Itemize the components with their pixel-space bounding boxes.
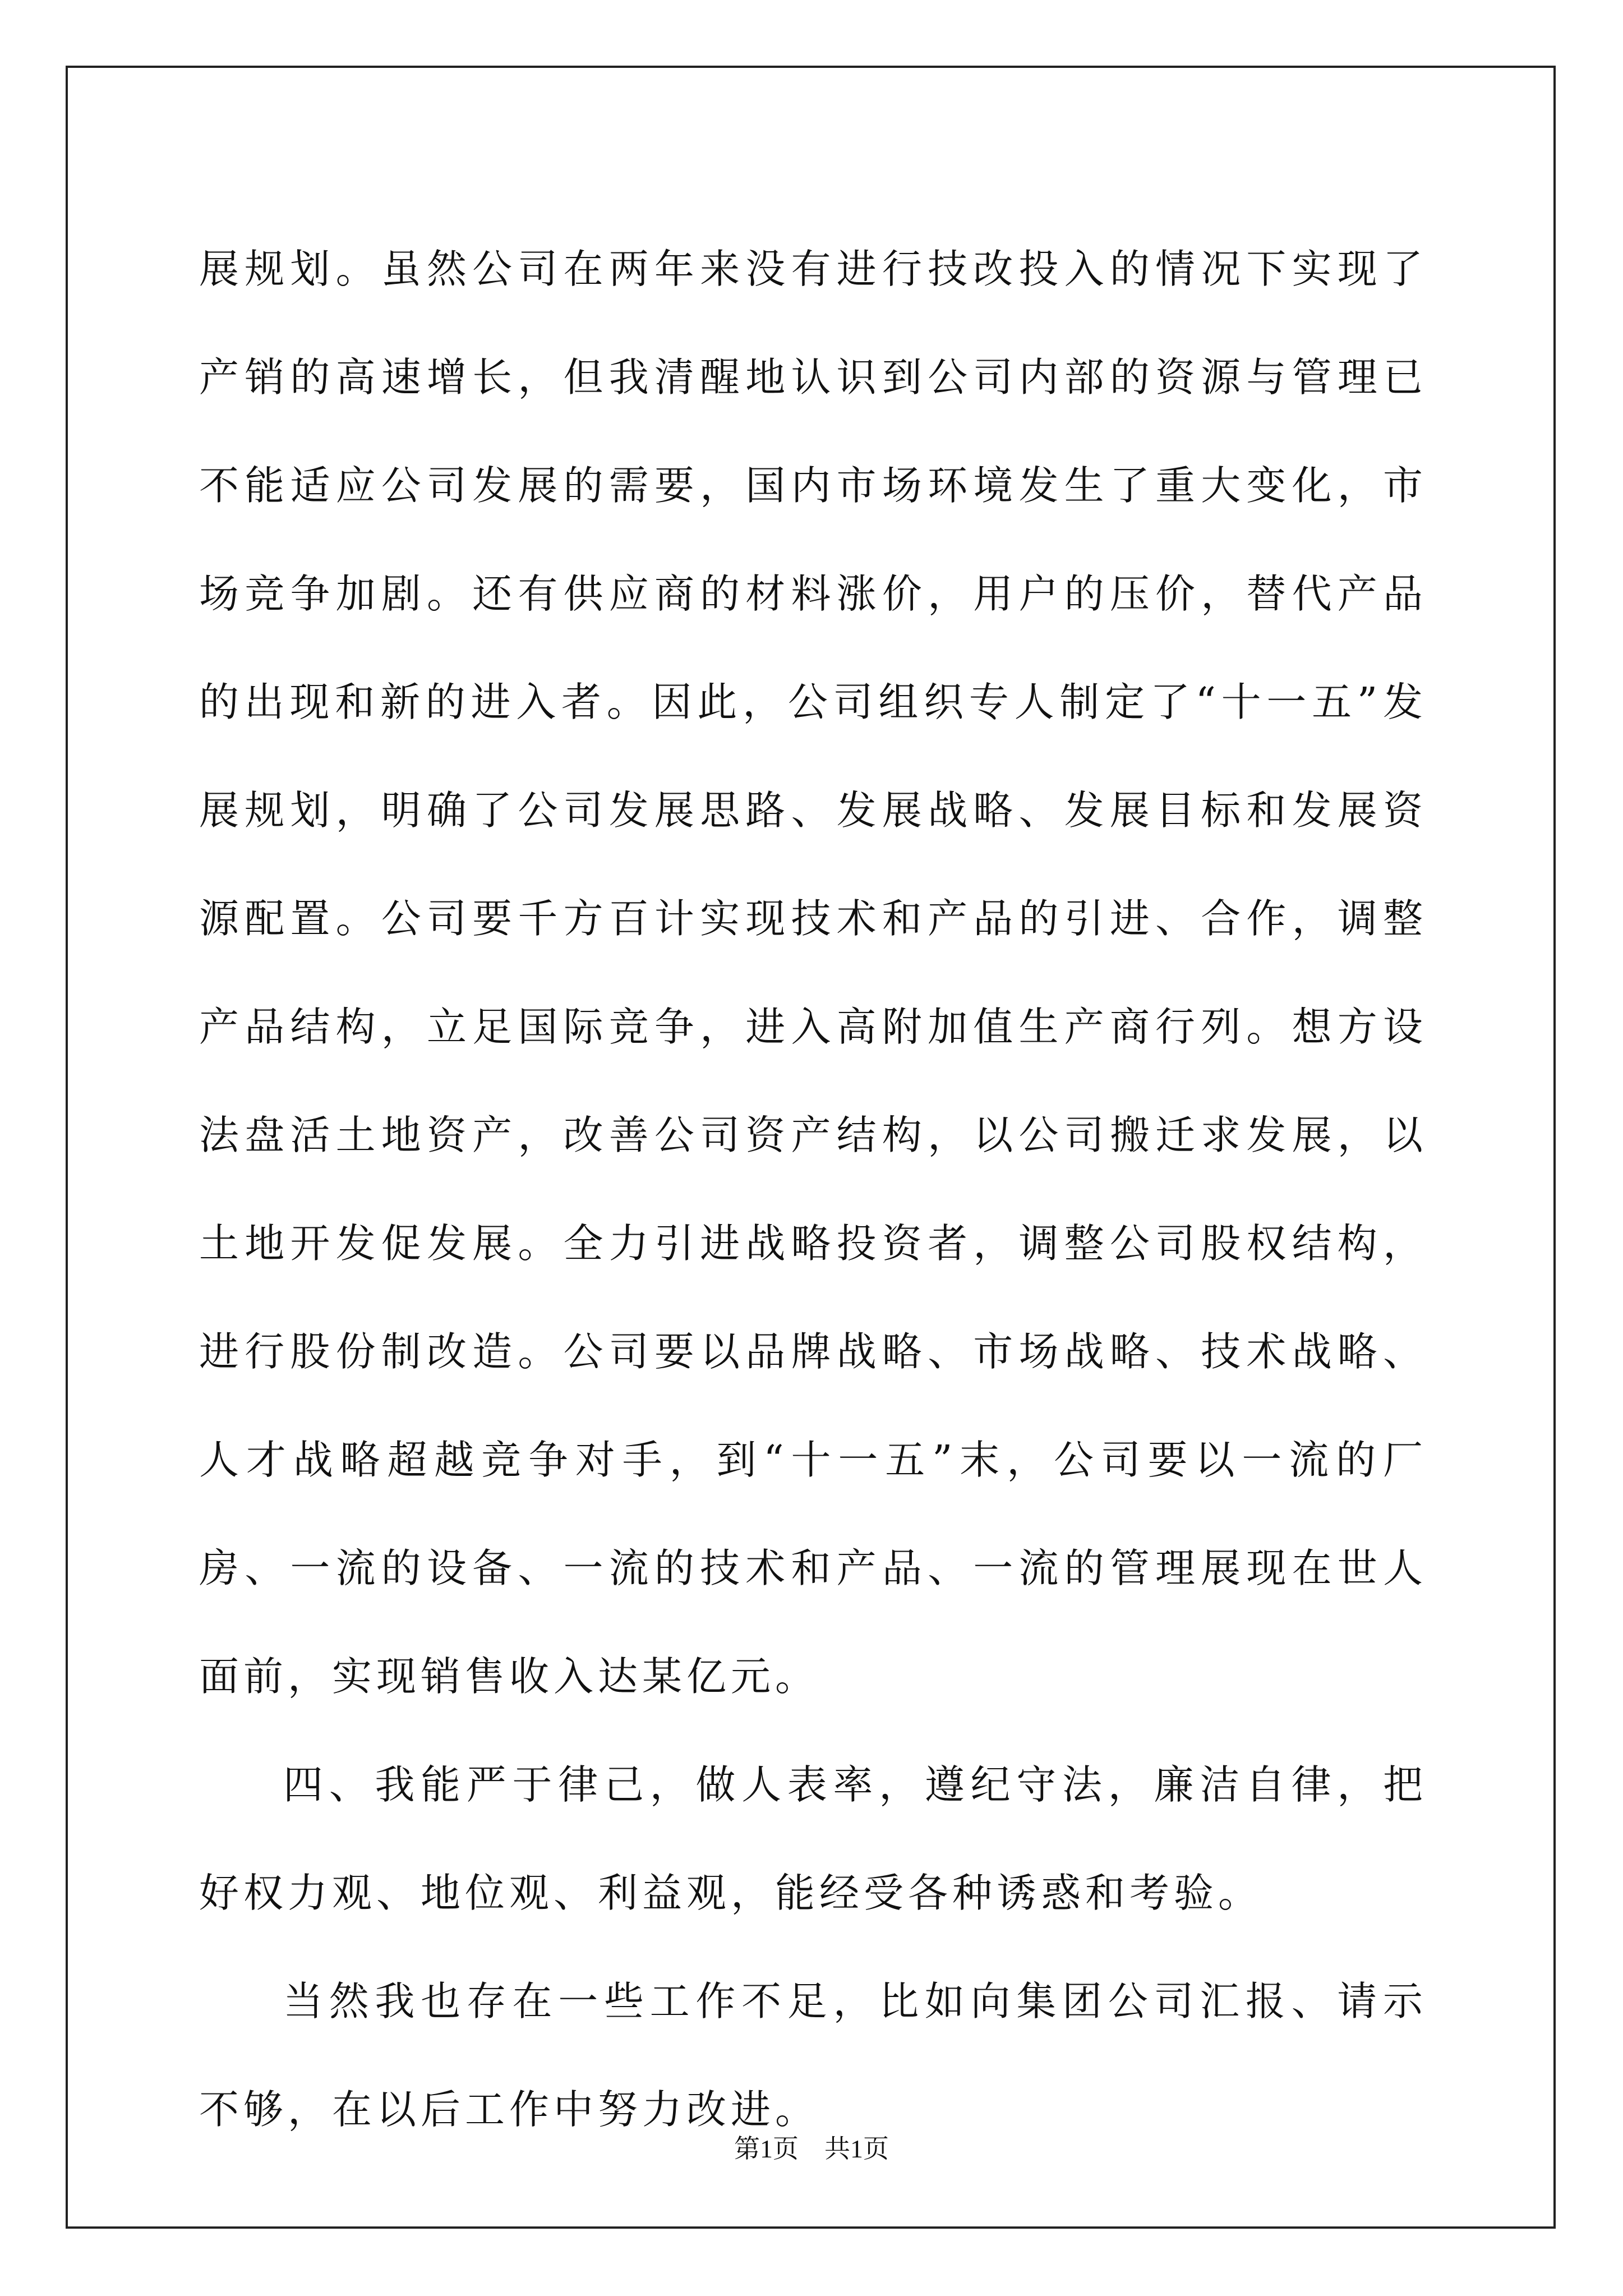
page-number-footer: 第1页 共1页 bbox=[734, 2134, 889, 2163]
paragraph-1: 展规划。虽然公司在两年来没有进行技改投入的情况下实现了产销的高速增长，但我清醒地认识到公司内部的资源与管理已不能适应公司发展的需要，国内市场环境发生了重大变化，市场竞争加剧。还有供应商的材料涨价，用户的压价，替代产品的出现和新的进入者。因此，公司组织专人制定了“十一五”发展规划，明确了公司发展思路、发展战略、发展目标和发展资源配置。公司要千方百计实现技术和产品的引进、合作，调整产品结构，立足国际竞争，进入高附加值生产商行列。想方设法盘活土地资产，改善公司资产结构，以公司搬迁求发展，以土地开发促发展。全力引进战略投资者，调整公司股权结构，进行股份制改造。公司要以品牌战略、市场战略、技术战略、人才战略超越竞争对手，到“十一五”末，公司要以一流的厂房、一流的设备、一流的技术和产品、一流的管理展现在世人面前，实现销售收入达某亿元。 bbox=[199, 246, 1427, 1700]
paragraph-3: 当然我也存在一些工作不足，比如向集团公司汇报、请示不够，在以后工作中努力改进。 bbox=[199, 1978, 1427, 2133]
document-body bbox=[199, 215, 1427, 2164]
paragraph-2: 四、我能严于律己，做人表率，遵纪守法，廉洁自律，把好权力观、地位观、利益观，能经受各种诱惑和考验。 bbox=[199, 1761, 1427, 1916]
